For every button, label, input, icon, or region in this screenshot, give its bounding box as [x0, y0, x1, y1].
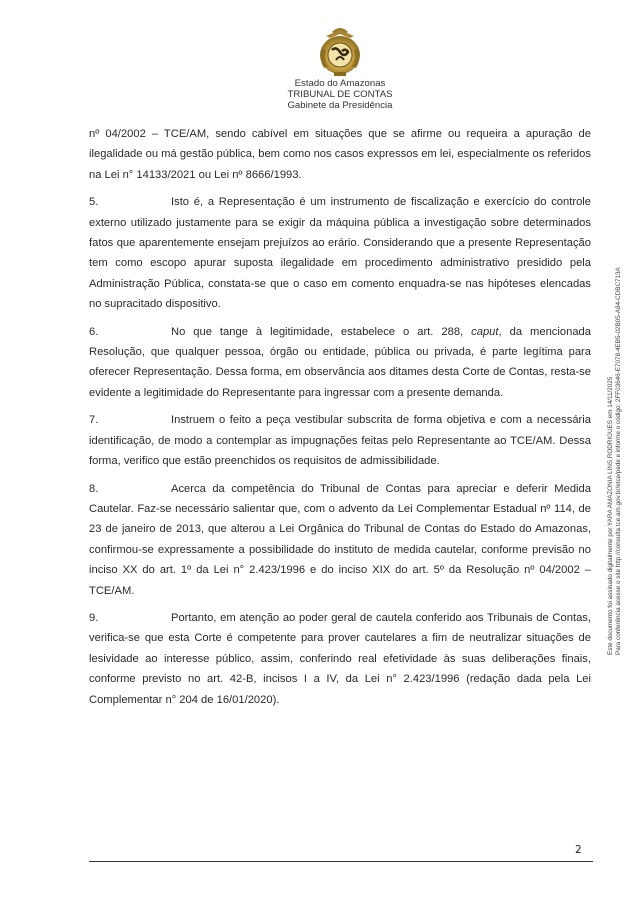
paragraph-text: No que tange à legitimidade, estabelece o art. 288,: [171, 325, 472, 338]
paragraph-5: [89, 192, 591, 314]
page-number: 2: [575, 844, 582, 856]
paragraph-text: nº 04/2002 – TCE/AM, sendo cabível em situações que se afirme ou requeira a apuração de ilegalidade ou má gestão pública, bem como nos casos expressos em lei, especialmente os referidos na Lei n° 14133/2021 ou Lei nº 8666/1993.: [89, 128, 591, 181]
paragraph-text: Acerca da competência do Tribunal de Contas para apreciar e deferir Medida Cautelar. Faz-se necessário salientar que, com o advento da Lei Complementar Estadual nº 114, de 23 de janeiro de 2013, que alterou a Lei Orgânica do Tribunal de Contas do Estado do Amazonas, confirmou-se expressamente a possibilidade do instituto de medida cautelar, conforme previsão no inciso XX do art. 1º da Lei n° 2.423/1996 e do inciso XIX do art. 5º da Resolução nº 04/2002 – TCE/AM.: [89, 482, 591, 597]
paragraph-number: 7.: [89, 414, 99, 427]
paragraph-number: 5.: [89, 196, 99, 209]
paragraph-italic-term: caput: [471, 325, 499, 338]
footer-rule: [89, 861, 593, 862]
paragraph-7: [89, 410, 591, 471]
paragraph-text-cont: , da mencionada Resolução, que qualquer pessoa, órgão ou entidade, pública ou privada, é parte legítima para oferecer Representação. Dessa forma, em observância aos ditames desta Corte de Contas, resta-se evidente a legitimidade do Representante para ingressar com a presente demanda.: [89, 325, 591, 399]
header-state: Estado do Amazonas: [294, 78, 386, 89]
paragraph-number: 8.: [89, 482, 99, 495]
paragraph-8: [89, 479, 591, 601]
paragraph-continuation: [89, 124, 591, 185]
letterhead: [0, 24, 637, 111]
digital-signature-stamp: [607, 185, 623, 655]
state-seal-icon: [312, 24, 368, 78]
paragraph-9: [89, 608, 591, 710]
signature-line: Este documento foi assinado digitalmente por YARA AMAZONIA LINS RODRIGUES em 14/11/2025.: [607, 375, 614, 655]
verification-line: Para conferência acesse o site http://consulta.tce.am.gov.br/etce/pede e informe o código: 2FF03646-E7078-4EB5-02B05-A84-CDBC713A: [615, 267, 622, 655]
header-institution: TRIBUNAL DE CONTAS: [287, 89, 393, 100]
header-department: Gabinete da Presidência: [287, 100, 393, 111]
paragraph-number: 6.: [89, 325, 99, 338]
paragraph-text: Instruem o feito a peça vestibular subscrita de forma objetiva e com a necessária identificação, de modo a contemplar as impugnações feitas pelo Representante ao TCE/AM. Dessa forma, verifico que estão preenchidos os requisitos de admissibilidade.: [89, 414, 591, 468]
paragraph-text: Isto é, a Representação é um instrumento de fiscalização e exercício do controle externo utilizado justamente para se exigir da máquina pública a investigação sobre determinados fatos que aparentemente ensejam prejuízos ao erário. Considerando que a presente Representação tem como escopo apurar suposta ilegalidade em procedimento administrativo presidido pela Administração Pública, constata-se que o caso em comento enquadra-se nas hipóteses elencadas no supracitado dispositivo.: [89, 196, 591, 311]
paragraph-text: Portanto, em atenção ao poder geral de cautela conferido aos Tribunais de Contas, verifica-se que esta Corte é competente para prover cautelares a fim de neutralizar situações de lesividade ao interesse público, assim, conferindo real efetividade às suas deliberações finais, conforme previsto no art. 42-B, incisos I a IV, da Lei n° 2.423/1996 (redação dada pela Lei Complementar n° 204 de 16/01/2020).: [89, 611, 591, 706]
paragraph-number: 9.: [89, 611, 99, 624]
paragraph-6: [89, 322, 591, 404]
document-body: [89, 124, 591, 717]
